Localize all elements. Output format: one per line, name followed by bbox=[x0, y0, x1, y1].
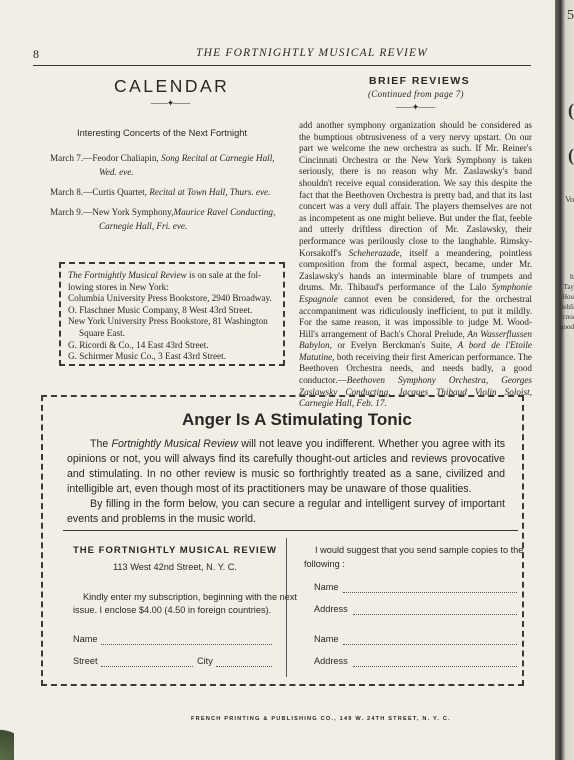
city-field[interactable] bbox=[216, 666, 272, 667]
event-time: Wed. eve. bbox=[99, 167, 134, 177]
adjacent-fragment: ( bbox=[568, 145, 574, 165]
review-text bbox=[299, 120, 532, 410]
street-label: Street bbox=[73, 656, 98, 666]
stores-box bbox=[59, 262, 285, 366]
adjacent-fragment: Vo bbox=[565, 195, 574, 204]
sample-name-field[interactable] bbox=[343, 592, 517, 593]
page-number: 8 bbox=[33, 47, 39, 61]
ad-text: The bbox=[90, 438, 112, 450]
magazine-name: Fortnightly Musical Review bbox=[111, 438, 239, 450]
adjacent-fragment: 5 bbox=[567, 8, 574, 23]
sample-address-field[interactable] bbox=[353, 614, 517, 615]
adjacent-fragment: publi bbox=[559, 303, 574, 311]
reviews-continued: (Continued from page 7) bbox=[368, 89, 464, 99]
review-title: Scheherazade bbox=[348, 247, 400, 258]
address-label: Address bbox=[314, 656, 348, 666]
sample-address-field[interactable] bbox=[353, 666, 517, 667]
subscribe-text: Kindly enter my subscription, beginning with the next bbox=[83, 592, 297, 602]
stores-intro: is on sale at the fol- bbox=[186, 270, 262, 280]
store-line: O. Flaschner Music Company, 8 West 43rd Street. bbox=[68, 304, 253, 315]
page-corner-shadow bbox=[0, 720, 14, 760]
adjacent-page-edge bbox=[555, 0, 574, 760]
review-segment: cannot even be considered, for the orchestral accompaniment was ridiculously inefficient, to put it mildly. For the same reason, it was impossible to judge M. Wood-Hill's arrangement of Bach's Choral Prelude, bbox=[299, 293, 532, 339]
review-segment: add another symphony organization should be considered as the bumptious obtrusiveness of a very nervy upstart. On our part we welcome the new orchestra as such. If Mr. Reiner's Cincinnati Orchestra or the New York Symphony is taken seriously, there is no reason why Mr. Zaslawsky's band shouldn't receive equal consideration. We say this despite the fact that the Beethoven Orchestra is pretty bad, and that its last concert was a very dull affair. The players themselves are not as incompetent as one might believe. But under the flat, feeble and utterly driftless direction of Mr. Zaslawsky, their performance was perilously close to the laughable. Rimsky-Korsakoff's bbox=[299, 120, 532, 258]
event-venue: Maurice Ravel Conducting, bbox=[173, 207, 276, 217]
adjacent-fragment: good bbox=[560, 323, 574, 331]
city-label: City bbox=[197, 656, 213, 666]
stores-intro-line2: lowing stores in New York: bbox=[68, 281, 169, 292]
review-segment: , or Evelyn Berckman's Suite, bbox=[329, 340, 458, 351]
review-segment: , both receiving their first American performance. The Beethoven Orchestra needs, and needs badly, a good conductor.— bbox=[299, 351, 532, 386]
name-label: Name bbox=[73, 634, 98, 644]
form-divider bbox=[286, 538, 287, 677]
magazine-name: The Fortnightly Musical Review bbox=[68, 270, 187, 280]
name-label: Name bbox=[314, 634, 339, 644]
ad-text: will not leave you indifferent. Whether you agree with its opinions or not, you will always find its carefully thought-out articles and reviews provocative and stimulating. In no other review is music so forthrightly treated as a sane, civilized and intelligible art, even though most of its practitioners may be unaware of those qualities. bbox=[67, 438, 505, 495]
running-title: THE FORTNIGHTLY MUSICAL REVIEW bbox=[196, 47, 429, 59]
event-date: March 8. bbox=[50, 187, 84, 197]
event-desc: —Curtis Quartet, bbox=[83, 187, 150, 197]
event-date: March 7. bbox=[50, 153, 84, 163]
name-field[interactable] bbox=[101, 644, 272, 645]
header-rule bbox=[33, 65, 531, 66]
adjacent-fragment: ( bbox=[568, 100, 574, 120]
event-desc: —New York Symphony, bbox=[83, 207, 174, 217]
store-line: G. Schirmer Music Co., 3 East 43rd Street. bbox=[68, 351, 226, 362]
sample-text: I would suggest that you send sample copies to the bbox=[315, 545, 524, 555]
name-label: Name bbox=[314, 582, 339, 592]
adjacent-fragment: Hou bbox=[561, 293, 574, 301]
calendar-event bbox=[50, 185, 290, 199]
calendar-ornament: ——✦—— bbox=[150, 98, 190, 108]
store-line: New York University Press Bookstore, 81 Washington bbox=[68, 316, 268, 327]
review-title: A bord de l'Etoile Matutine bbox=[299, 340, 532, 362]
sample-text: following : bbox=[304, 559, 345, 569]
review-title: Symphonie Espagnole bbox=[299, 282, 532, 304]
form-address: 113 West 42nd Street, N. Y. C. bbox=[113, 562, 237, 572]
adjacent-fragment: It bbox=[569, 273, 574, 281]
event-date: March 9. bbox=[50, 207, 84, 217]
street-field[interactable] bbox=[101, 666, 193, 667]
event-desc: —Feodor Chaliapin, bbox=[83, 153, 162, 163]
event-venue: Song Recital at Carnegie Hall, bbox=[161, 153, 275, 163]
subscribe-text: issue. I enclose $4.00 (4.50 in foreign countries). bbox=[73, 605, 272, 615]
ad-heading: Anger Is A Stimulating Tonic bbox=[182, 410, 412, 429]
review-segment: , itself a meandering, pointless composition from the formal aspect, became, under Mr. Zaslawsky's hands an interminable blare of trumpets and drums. Mr. Thibaud's performance of the Lalo bbox=[299, 247, 532, 293]
event-time: Carnegie Hall, Fri. eve. bbox=[99, 221, 188, 231]
adjacent-fragment: crea bbox=[562, 313, 574, 321]
review-credit: Beethoven Symphony Orchestra, Georges Zaslawsky Conducting, Jacques Thibaud Violin Soloist, Carnegie Hall, Feb. 17. bbox=[299, 375, 532, 409]
printer-credit: FRENCH PRINTING & PUBLISHING CO., 149 W. 24TH STREET, N. Y. C. bbox=[191, 716, 451, 722]
event-venue: Recital at Town Hall, Thurs. eve. bbox=[149, 187, 271, 197]
calendar-subtitle: Interesting Concerts of the Next Fortnight bbox=[77, 128, 248, 138]
form-publisher: THE FORTNIGHTLY MUSICAL REVIEW bbox=[73, 545, 278, 556]
store-line: G. Ricordi & Co., 14 East 43rd Street. bbox=[68, 339, 209, 350]
adjacent-fragment: Tay bbox=[563, 283, 574, 291]
address-label: Address bbox=[314, 604, 348, 614]
ad-body bbox=[67, 437, 505, 527]
ad-paragraph: By filling in the form below, you can secure a regular and intelligent survey of important events and problems in the music world. bbox=[67, 498, 505, 525]
sample-name-field[interactable] bbox=[343, 644, 517, 645]
ad-paragraph bbox=[67, 437, 505, 497]
ad-rule-top bbox=[63, 530, 518, 531]
calendar-event bbox=[50, 205, 290, 233]
reviews-ornament: ——✦—— bbox=[395, 102, 435, 112]
store-line: Columbia University Press Bookstore, 2940 Broadway. bbox=[68, 293, 272, 304]
calendar-heading: CALENDAR bbox=[114, 76, 230, 96]
reviews-heading: BRIEF REVIEWS bbox=[369, 75, 471, 87]
store-line: Square East. bbox=[79, 327, 125, 338]
review-title: An Wasserflussen Babylon bbox=[299, 328, 532, 351]
calendar-event bbox=[50, 151, 290, 179]
